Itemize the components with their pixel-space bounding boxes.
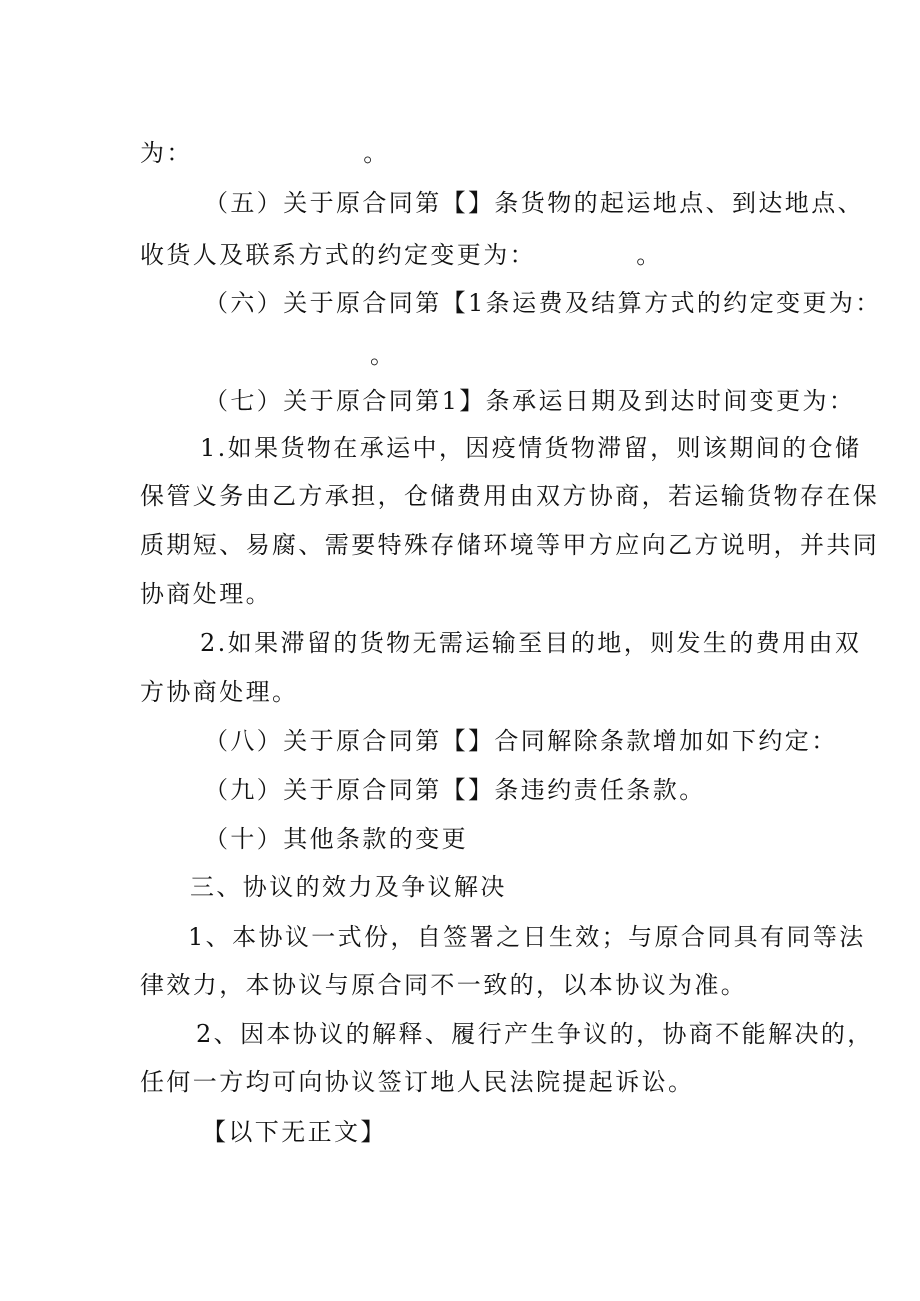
text-line: （六）关于原合同第【1条运费及结算方式的约定变更为： [204, 289, 882, 317]
text-line: （九）关于原合同第【】条违约责任条款。 [204, 776, 706, 804]
text-line: 律效力，本协议与原合同不一致的，以本协议为准。 [140, 971, 748, 999]
text-line: 1、本协议一式份，自签署之日生效；与原合同具有同等法 [188, 923, 866, 951]
text-line: （八）关于原合同第【】合同解除条款增加如下约定： [204, 727, 838, 755]
text-line: （十）其他条款的变更 [204, 825, 468, 853]
text-line: 任何一方均可向协议签订地人民法院提起诉讼。 [140, 1068, 695, 1096]
text-line: 方协商处理。 [140, 678, 299, 706]
text-line: 质期短、易腐、需要特殊存储环境等甲方应向乙方说明，并共同 [140, 531, 880, 559]
text-line: （五）关于原合同第【】条货物的起运地点、到达地点、 [204, 189, 864, 217]
text-line: 。 [370, 341, 397, 369]
section-heading: 三、协议的效力及争议解决 [190, 873, 507, 901]
text-line: 保管义务由乙方承担，仓储费用由双方协商，若运输货物存在保 [140, 482, 880, 510]
text-line: 2、因本协议的解释、履行产生争议的，协商不能解决的， [196, 1020, 874, 1048]
end-marker: 【以下无正文】 [202, 1118, 387, 1146]
text-line: 为： 。 [140, 139, 390, 167]
text-line: 收货人及联系方式的约定变更为： 。 [140, 241, 663, 269]
text-line: 1.如果货物在承运中，因疫情货物滞留，则该期间的仓储 [200, 434, 862, 462]
text-line: 2.如果滞留的货物无需运输至目的地，则发生的费用由双 [200, 629, 862, 657]
text-line: 协商处理。 [140, 580, 272, 608]
text-line: （七）关于原合同第1】条承运日期及到达时间变更为： [204, 387, 856, 415]
